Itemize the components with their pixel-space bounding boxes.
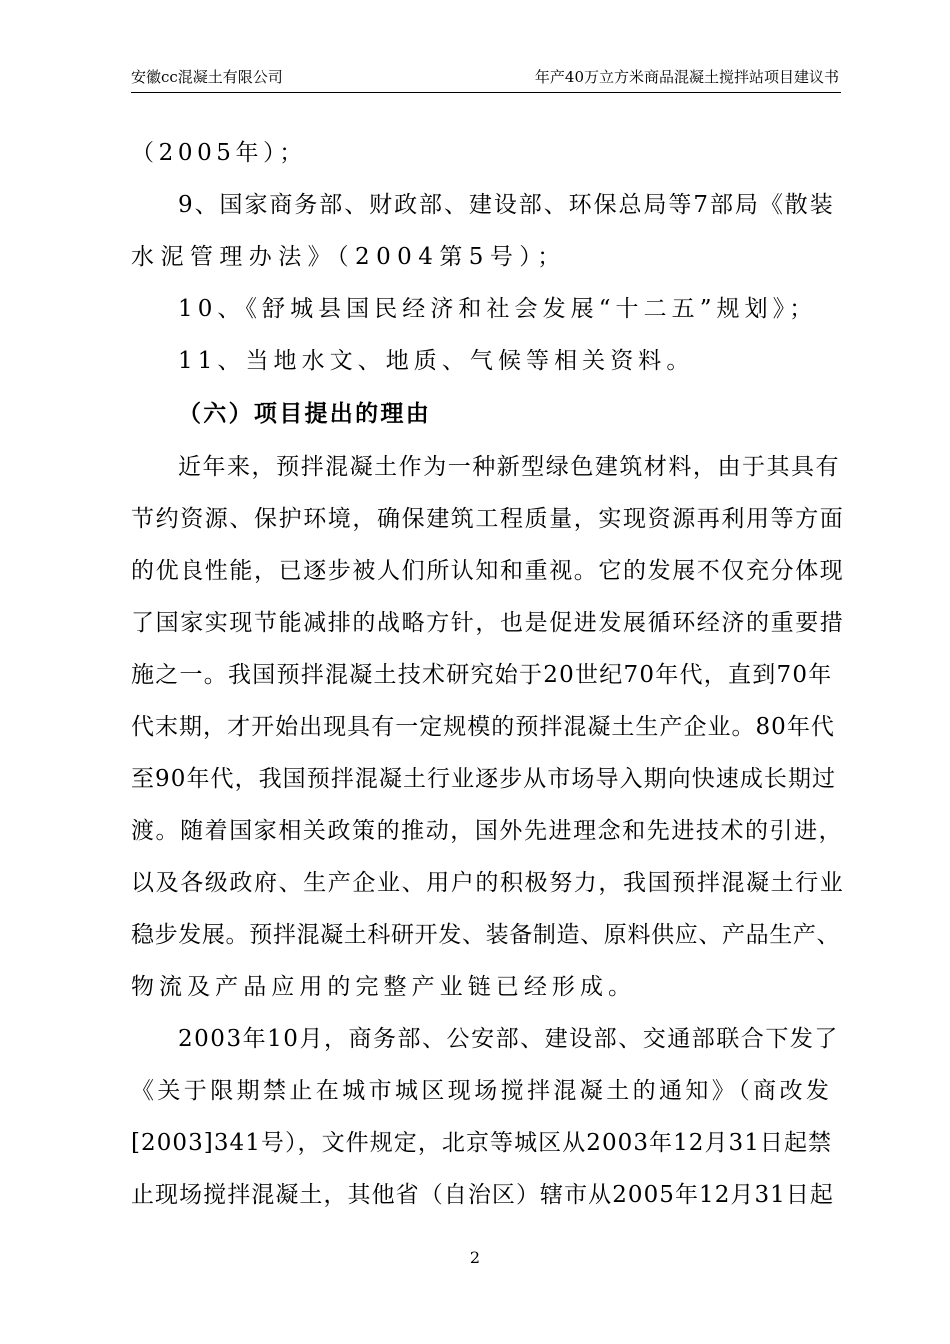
page-number: 2 xyxy=(469,1248,481,1267)
body-line: 至90年代，我国预拌混凝土行业逐步从市场导入期向快速成长期过 xyxy=(131,766,837,792)
body-line: 水泥管理办法》（2004第5号）； xyxy=(131,244,567,270)
body-line: [2003]341号），文件规定，北京等城区从2003年12月31日起禁 xyxy=(131,1130,833,1156)
body-line: 的优良性能，已逐步被人们所认知和重视。它的发展不仅充分体现 xyxy=(131,558,845,584)
body-line: 10、《舒城县国民经济和社会发展“十二五”规划》； xyxy=(178,296,818,322)
body-line: 近年来，预拌混凝土作为一种新型绿色建筑材料，由于其具有 xyxy=(178,454,841,480)
body-line: （2005年）； xyxy=(131,140,307,166)
body-line: 止现场搅拌混凝土，其他省（自治区）辖市从2005年12月31日起 xyxy=(131,1182,834,1208)
body-line: 施之一。我国预拌混凝土技术研究始于20世纪70年代，直到70年 xyxy=(131,662,833,688)
body-line: 渡。随着国家相关政策的推动，国外先进理念和先进技术的引进， xyxy=(131,818,844,844)
body-line: 11、当地水文、地质、气候等相关资料。 xyxy=(178,348,695,374)
header-document-title: 年产40万立方米商品混凝土搅拌站项目建议书 xyxy=(534,68,839,86)
header-company: 安徽cc混凝土有限公司 xyxy=(131,68,283,86)
section-heading: （六）项目提出的理由 xyxy=(178,400,431,427)
body-line: 《关于限期禁止在城市城区现场搅拌混凝土的通知》（商改发 xyxy=(131,1078,833,1104)
body-line: 物流及产品应用的完整产业链已经形成。 xyxy=(131,974,637,1000)
body-line: 2003年10月，商务部、公安部、建设部、交通部联合下发了 xyxy=(178,1026,839,1052)
body-line: 节约资源、保护环境，确保建筑工程质量，实现资源再利用等方面 xyxy=(131,506,845,532)
body-line: 了国家实现节能减排的战略方针，也是促进发展循环经济的重要措 xyxy=(131,610,845,636)
body-line: 以及各级政府、生产企业、用户的积极努力，我国预拌混凝土行业 xyxy=(131,870,845,896)
body-line: 代末期，才开始出现具有一定规模的预拌混凝土生产企业。80年代 xyxy=(131,714,835,740)
body-line: 稳步发展。预拌混凝土科研开发、装备制造、原料供应、产品生产、 xyxy=(131,922,841,948)
body-line: 9、国家商务部、财政部、建设部、环保总局等7部局《散装 xyxy=(178,192,835,218)
page-header xyxy=(131,64,841,93)
